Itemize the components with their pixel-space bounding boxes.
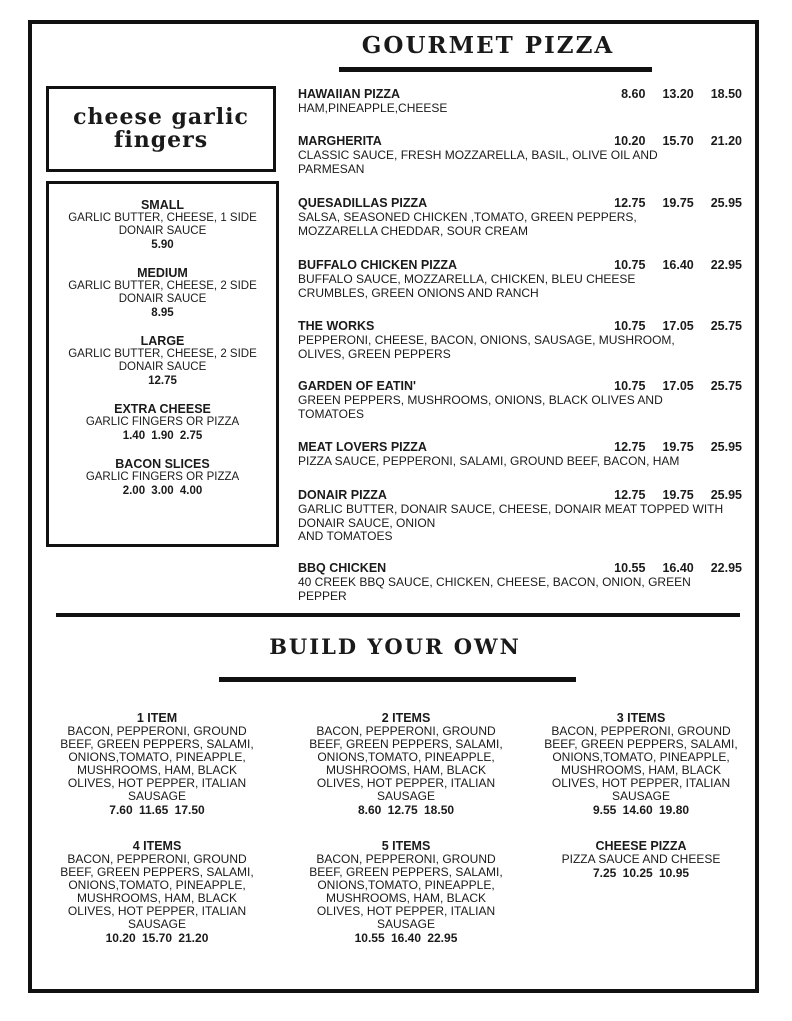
item-price: 5.90 [151, 239, 174, 251]
item-price: 10.20 15.70 21.20 [105, 931, 209, 945]
item-name: 5 ITEMS [381, 839, 431, 853]
pizza-name: QUESADILLAS PIZZA [298, 196, 428, 210]
price-medium: 16.40 [662, 561, 694, 575]
pizza-item-meat-lovers [298, 440, 742, 469]
garlic-fingers-list [46, 181, 279, 547]
price-large: 22.95 [710, 561, 742, 575]
pizza-description-continued: AND TOMATOES [298, 529, 393, 543]
item-price: 8.60 12.75 18.50 [357, 803, 455, 817]
item-description: GARLIC BUTTER, CHEESE, 2 SIDE DONAIR SAUCE [68, 348, 257, 373]
price-large: 18.50 [710, 87, 742, 101]
item-price: 10.55 16.40 22.95 [354, 931, 458, 945]
pizza-name: HAWAIIAN PIZZA [298, 87, 401, 101]
pizza-item-margherita [298, 134, 742, 176]
item-description: BACON, PEPPERONI, GROUND BEEF, GREEN PEPPERS, SALAMI, ONIONS,TOMATO, PINEAPPLE, MUSHROOMS, HAM, BLACK OLIVES, HOT PEPPER, ITALIAN SAUSAGE [309, 724, 503, 803]
price-small: 10.75 [614, 319, 646, 333]
item-description: GARLIC FINGERS OR PIZZA [85, 416, 240, 428]
pizza-prices [597, 258, 742, 273]
pizza-item-the-works [298, 319, 742, 361]
pizza-description: PIZZA SAUCE, PEPPERONI, SALAMI, GROUND BEEF, BACON, HAM [298, 454, 680, 468]
item-name: 2 ITEMS [381, 711, 431, 725]
byo-item-4 [52, 839, 262, 945]
garlic-fingers-item-medium [49, 266, 276, 320]
gourmet-title-underline [339, 67, 652, 72]
pizza-prices [597, 319, 742, 334]
pizza-item-bbq-chicken [298, 561, 742, 603]
pizza-name: MARGHERITA [298, 134, 382, 148]
item-description: BACON, PEPPERONI, GROUND BEEF, GREEN PEPPERS, SALAMI, ONIONS,TOMATO, PINEAPPLE, MUSHROOMS, HAM, BLACK OLIVES, HOT PEPPER, ITALIAN SAUSAGE [60, 724, 254, 803]
price-large: 22.95 [710, 258, 742, 272]
price-small: 10.75 [614, 258, 646, 272]
section-divider [56, 613, 740, 617]
garlic-fingers-title-box [46, 86, 276, 172]
pizza-name: MEAT LOVERS PIZZA [298, 440, 427, 454]
pizza-prices [597, 440, 742, 455]
pizza-item-donair [298, 488, 742, 544]
byo-item-1 [52, 711, 262, 817]
pizza-description: PEPPERONI, CHEESE, BACON, ONIONS, SAUSAGE, MUSHROOM, OLIVES, GREEN PEPPERS [298, 333, 675, 361]
item-name: SMALL [140, 198, 185, 212]
pizza-item-quesadillas [298, 196, 742, 238]
pizza-prices [597, 134, 742, 149]
price-large: 25.75 [710, 379, 742, 393]
price-medium: 17.05 [662, 319, 694, 333]
garlic-fingers-item-small [49, 198, 276, 252]
price-large: 25.95 [710, 440, 742, 454]
item-name: EXTRA CHEESE [114, 402, 211, 416]
build-your-own-title: BUILD YOUR OWN [269, 634, 521, 659]
byo-item-5 [301, 839, 511, 945]
item-price: 7.60 11.65 17.50 [109, 803, 205, 817]
bacon-slices-item [49, 457, 276, 498]
price-small: 12.75 [614, 196, 646, 210]
item-description: BACON, PEPPERONI, GROUND BEEF, GREEN PEPPERS, SALAMI, ONIONS,TOMATO, PINEAPPLE, MUSHROOMS, HAM, BLACK OLIVES, HOT PEPPER, ITALIAN SAUSAGE [309, 852, 503, 931]
garlic-fingers-title: cheese garlic fingers [73, 104, 249, 153]
pizza-description: HAM,PINEAPPLE,CHEESE [298, 101, 448, 115]
price-large: 25.95 [710, 196, 742, 210]
item-price: 2.00 3.00 4.00 [122, 485, 203, 497]
item-name: CHEESE PIZZA [595, 839, 687, 853]
pizza-description: GREEN PEPPERS, MUSHROOMS, ONIONS, BLACK OLIVES AND TOMATOES [298, 393, 663, 421]
gourmet-pizza-title: GOURMET PIZZA [361, 32, 615, 59]
pizza-name: DONAIR PIZZA [298, 488, 387, 502]
byo-item-cheese-pizza [536, 839, 746, 880]
price-small: 10.20 [614, 134, 646, 148]
item-description: BACON, PEPPERONI, GROUND BEEF, GREEN PEPPERS, SALAMI, ONIONS,TOMATO, PINEAPPLE, MUSHROOMS, HAM, BLACK OLIVES, HOT PEPPER, ITALIAN SAUSAGE [60, 852, 254, 931]
price-medium: 19.75 [662, 196, 694, 210]
item-description: PIZZA SAUCE AND CHEESE [561, 852, 721, 866]
pizza-item-garden-of-eatin [298, 379, 742, 421]
price-small: 10.55 [614, 561, 646, 575]
price-small: 12.75 [614, 488, 646, 502]
price-medium: 19.75 [662, 440, 694, 454]
price-medium: 17.05 [662, 379, 694, 393]
price-large: 25.75 [710, 319, 742, 333]
pizza-item-buffalo-chicken [298, 258, 742, 300]
pizza-name: GARDEN OF EATIN' [298, 379, 417, 393]
price-large: 21.20 [710, 134, 742, 148]
item-name: LARGE [140, 334, 185, 348]
item-price: 7.25 10.25 10.95 [592, 866, 690, 880]
pizza-name: BUFFALO CHICKEN PIZZA [298, 258, 458, 272]
pizza-name: THE WORKS [298, 319, 375, 333]
pizza-item-hawaiian [298, 87, 742, 116]
price-medium: 15.70 [662, 134, 694, 148]
pizza-prices [597, 561, 742, 576]
pizza-prices [597, 379, 742, 394]
pizza-description: CLASSIC SAUCE, FRESH MOZZARELLA, BASIL, OLIVE OIL AND PARMESAN [298, 148, 658, 176]
item-description: GARLIC BUTTER, CHEESE, 2 SIDE DONAIR SAUCE [68, 280, 257, 305]
price-small: 8.60 [621, 87, 646, 101]
byo-item-2 [301, 711, 511, 817]
extra-cheese-item [49, 402, 276, 443]
item-name: MEDIUM [137, 266, 188, 280]
pizza-description: 40 CREEK BBQ SAUCE, CHICKEN, CHEESE, BACON, ONION, GREEN PEPPER [298, 575, 691, 603]
pizza-description: SALSA, SEASONED CHICKEN ,TOMATO, GREEN PEPPERS, MOZZARELLA CHEDDAR, SOUR CREAM [298, 210, 637, 238]
price-small: 12.75 [614, 440, 646, 454]
item-description: GARLIC FINGERS OR PIZZA [85, 471, 240, 483]
price-small: 10.75 [614, 379, 646, 393]
pizza-prices [597, 196, 742, 211]
build-title-underline [219, 677, 576, 682]
item-name: 1 ITEM [136, 711, 178, 725]
price-medium: 16.40 [662, 258, 694, 272]
item-price: 9.55 14.60 19.80 [592, 803, 690, 817]
price-large: 25.95 [710, 488, 742, 502]
item-description: GARLIC BUTTER, CHEESE, 1 SIDE DONAIR SAUCE [68, 212, 257, 237]
item-description: BACON, PEPPERONI, GROUND BEEF, GREEN PEPPERS, SALAMI, ONIONS,TOMATO, PINEAPPLE, MUSHROOMS, HAM, BLACK OLIVES, HOT PEPPER, ITALIAN SAUSAGE [544, 724, 738, 803]
pizza-description: BUFFALO SAUCE, MOZZARELLA, CHICKEN, BLEU CHEESE CRUMBLES, GREEN ONIONS AND RANCH [298, 272, 636, 300]
garlic-fingers-item-large [49, 334, 276, 388]
pizza-name: BBQ CHICKEN [298, 561, 387, 575]
item-name: BACON SLICES [115, 457, 210, 471]
item-price: 12.75 [148, 375, 177, 387]
byo-item-3 [536, 711, 746, 817]
item-name: 4 ITEMS [132, 839, 182, 853]
price-medium: 19.75 [662, 488, 694, 502]
item-price: 1.40 1.90 2.75 [122, 430, 203, 442]
pizza-description: GARLIC BUTTER, DONAIR SAUCE, CHEESE, DONAIR MEAT TOPPED WITH DONAIR SAUCE, ONION [298, 502, 724, 530]
item-name: 3 ITEMS [616, 711, 666, 725]
item-price: 8.95 [151, 307, 174, 319]
pizza-prices [597, 488, 742, 503]
pizza-prices [604, 87, 742, 102]
price-medium: 13.20 [662, 87, 694, 101]
